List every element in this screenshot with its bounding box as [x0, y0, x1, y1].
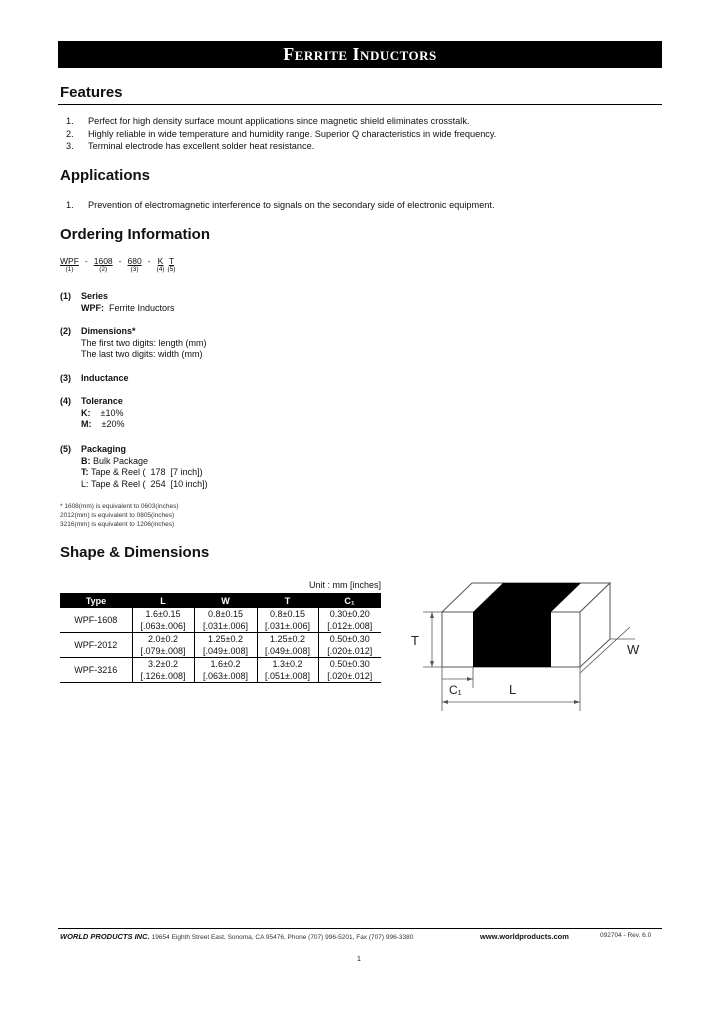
footer-revision: 092704 - Rev. 6.0: [600, 932, 652, 939]
page-title-bar: [58, 41, 662, 68]
applications-list: [66, 199, 495, 212]
col-header: Type: [60, 593, 132, 608]
label-t: T: [411, 633, 419, 648]
list-item: 1. Perfect for high density surface mount applications since magnetic shield eliminates crosstalk.: [66, 116, 470, 126]
part-number-code: [60, 256, 175, 273]
table-row: WPF-3216 3.2±0.2 [.126±.008] 1.6±0.2 [.063±.008] 1.3±0.2 [.051±.008] 0.50±0.30 [.020±.012]: [60, 658, 381, 683]
table-header-row: [60, 593, 381, 608]
code-part: WPF (1): [60, 256, 79, 273]
table-row: WPF-2012 2.0±0.2 [.079±.008] 1.25±0.2 [.049±.008] 1.25±0.2 [.049±.008] 0.50±0.30 [.020±.012]: [60, 633, 381, 658]
code-separator: -: [118, 256, 122, 266]
spec-inductance: (3) Inductance: [60, 373, 129, 383]
spec-tolerance: (4) Tolerance K: ±10% M: ±20%: [60, 396, 125, 429]
inductor-diagram: [405, 575, 680, 715]
list-item: 1. Prevention of electromagnetic interference to signals on the secondary side of electronic equipment.: [66, 200, 495, 210]
table-row: WPF-1608 1.6±0.15 [.063±.006] 0.8±0.15 [.031±.006] 0.8±0.15 [.031±.006] 0.30±0.20 [.012±.008]: [60, 608, 381, 633]
divider: [58, 104, 662, 105]
dimensions-table: [60, 593, 381, 683]
list-item: 3. Terminal electrode has excellent solder heat resistance.: [66, 141, 315, 151]
page-number: 1: [357, 956, 361, 963]
ordering-heading: Ordering Information: [60, 226, 210, 243]
spec-dimensions: (2) Dimensions* The first two digits: length (mm) The last two digits: width (mm): [60, 326, 207, 359]
label-c: C₁: [449, 683, 462, 697]
code-separator: -: [84, 256, 88, 266]
footer-website[interactable]: www.worldproducts.com: [480, 932, 569, 941]
col-header: C₁: [318, 593, 381, 608]
unit-label: Unit : mm [inches]: [308, 580, 381, 590]
code-part: 680 (3): [127, 256, 142, 273]
code-part: T (5): [167, 256, 176, 273]
list-item: 2. Highly reliable in wide temperature and humidity range. Superior Q characteristics in wide frequency.: [66, 128, 497, 139]
footer-company-line: [60, 932, 413, 941]
shape-heading: Shape & Dimensions: [60, 544, 210, 561]
col-header: T: [257, 593, 318, 608]
spec-packaging: (5) Packaging B: Bulk Package T: Tape & Reel ( 178 [7 inch]) L: Tape & Reel ( 254 [10 inch]): [60, 444, 208, 489]
col-header: L: [132, 593, 194, 608]
code-part: K (4): [156, 256, 165, 273]
footnotes: * 1608(mm) is equivalent to 0603(inches) 2012(mm) is equivalent to 0805(inches) 3216(mm) is equivalent to 1206(inches): [60, 503, 179, 528]
spec-series: (1) Series WPF: Ferrite Inductors: [60, 291, 175, 313]
chip-band-front: [473, 612, 551, 667]
code-part: 1608 (2): [93, 256, 113, 273]
label-w: W: [627, 642, 640, 657]
page-title: Ferrite Inductors: [283, 44, 437, 64]
col-header: W: [194, 593, 257, 608]
footer-divider: [58, 928, 662, 929]
applications-heading: Applications: [60, 167, 151, 184]
features-list: [66, 115, 496, 153]
footer-address: 19654 Eighth Street East, Sonoma, CA 95476, Phone (707) 996-5201, Fax (707) 996-3380: [151, 934, 414, 941]
features-heading: Features: [60, 84, 123, 101]
label-l: L: [509, 682, 517, 697]
code-separator: -: [147, 256, 151, 266]
footer-company: WORLD PRODUCTS INC.: [60, 932, 150, 941]
